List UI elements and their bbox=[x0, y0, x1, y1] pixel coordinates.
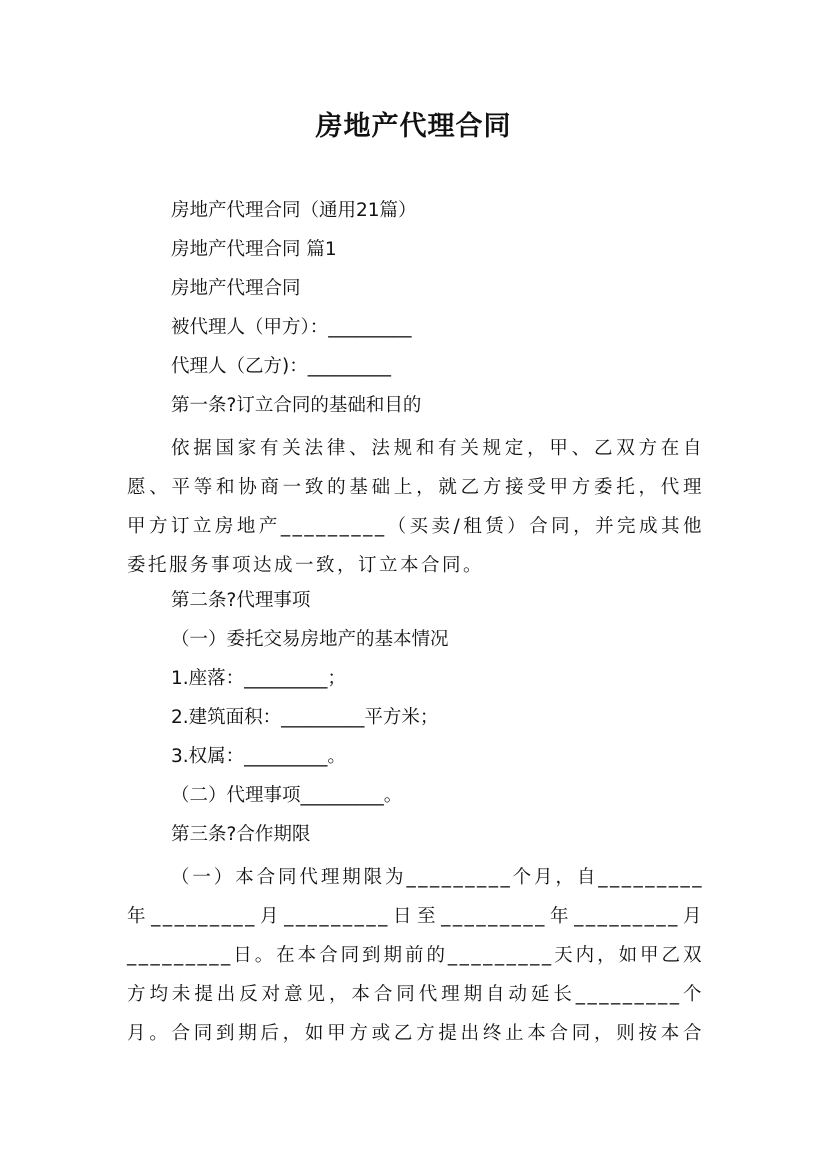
party-a-line: 被代理人（甲方）：_________ bbox=[171, 317, 412, 338]
paragraph-line: 月。合同到期后，如甲方或乙方提出终止本合同，则按本合 bbox=[127, 1023, 704, 1044]
party-b-line: 代理人（乙方)：_________ bbox=[171, 356, 391, 377]
article-1-paragraph bbox=[127, 429, 704, 585]
paragraph-line: 方均未提出反对意见，本合同代理期自动延长_________个 bbox=[127, 984, 704, 1005]
clause-line: 2.建筑面积：_________平方米； bbox=[171, 707, 439, 728]
clause-line: （一）委托交易房地产的基本情况 bbox=[171, 629, 449, 650]
paragraph-line: 委托服务事项达成一致，订立本合同。 bbox=[127, 555, 485, 576]
document-body bbox=[127, 195, 704, 1053]
clause-line: 1.座落：_________； bbox=[171, 668, 346, 689]
section-heading: 房地产代理合同 篇1 bbox=[171, 239, 337, 260]
article-2-heading: 第二条?代理事项 bbox=[171, 590, 311, 611]
paragraph-line: 愿、平等和协商一致的基础上，就乙方接受甲方委托，代理 bbox=[127, 477, 704, 498]
paragraph-line: 依据国家有关法律、法规和有关规定，甲、乙双方在自 bbox=[171, 438, 704, 459]
document-title: 房地产代理合同 bbox=[315, 111, 512, 142]
article-3-paragraph bbox=[127, 858, 704, 1053]
article-1-heading: 第一条?订立合同的基础和目的 bbox=[171, 395, 422, 416]
article-3-heading: 第三条?合作期限 bbox=[171, 824, 311, 845]
clause-line: （二）代理事项_________。 bbox=[171, 785, 403, 806]
paragraph-line: （一）本合同代理期限为_________个月，自_________ bbox=[171, 867, 704, 888]
contract-name: 房地产代理合同 bbox=[171, 278, 301, 299]
paragraph-line: 甲方订立房地产_________（买卖/租赁）合同，并完成其他 bbox=[127, 516, 704, 537]
clause-line: 3.权属：_________。 bbox=[171, 746, 346, 767]
paragraph-line: _________日。在本合同到期前的_________天内，如甲乙双 bbox=[127, 945, 704, 966]
paragraph-line: 年_________月_________日至_________年_________月 bbox=[127, 906, 704, 927]
subtitle-line: 房地产代理合同（通用21篇） bbox=[171, 200, 417, 221]
